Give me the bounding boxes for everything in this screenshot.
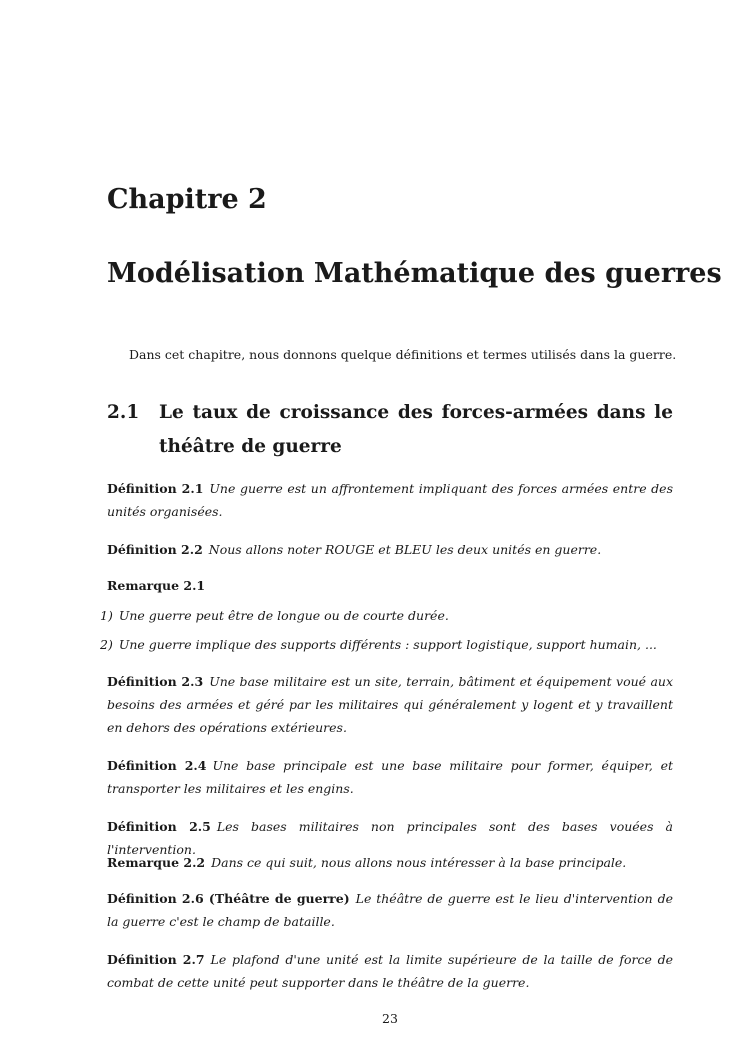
chapter-intro: Dans cet chapitre, nous donnons quelque définitions et termes utilisés dans la guerre. [129, 347, 677, 362]
definition-label: Définition 2.1 [107, 481, 204, 496]
definition-label: Définition 2.6 (Théâtre de guerre) [107, 891, 350, 906]
definition-label: Définition 2.2 [107, 542, 203, 557]
definition-text: Une guerre est un affrontement impliquant des forces armées entre des unités organisées. [107, 481, 673, 519]
list-item [100, 633, 657, 656]
definition-text: Une base principale est une base militaire pour former, équiper, et transporter les militaires et les engins. [107, 758, 673, 796]
list-item-number: 1) [100, 608, 113, 623]
remark-label: Remarque 2.2 [107, 855, 206, 870]
definition-text: Le plafond d'une unité est la limite supérieure de la taille de force de combat de cette unité peut supporter dans le théâtre de la guerre. [107, 952, 673, 990]
chapter-title: Modélisation Mathématique des guerres [107, 258, 722, 289]
definition-2-4 [107, 754, 673, 800]
definition-2-7 [107, 948, 673, 994]
page-number: 23 [382, 1011, 398, 1026]
definition-text: Une base militaire est un site, terrain, bâtiment et équipement voué aux besoins des armées et géré par les militaires qui généralement y logent et y travaillent en dehors des opérations extérieures. [107, 674, 674, 735]
definition-label: Définition 2.3 [107, 674, 204, 689]
remark-label: Remarque 2.1 [107, 578, 206, 593]
definition-text: Le théâtre de guerre est le lieu d'intervention de la guerre c'est le champ de bataille. [107, 891, 673, 929]
definition-2-3 [107, 670, 673, 739]
list-item-number: 2) [100, 637, 113, 652]
definition-label: Définition 2.4 [107, 758, 207, 773]
section-title: Le taux de croissance des forces-armées dans le théâtre de guerre [159, 402, 673, 457]
definition-text: Nous allons noter ROUGE et BLEU les deux unités en guerre. [208, 542, 602, 557]
definition-text: Les bases militaires non principales sont des bases vouées à l'intervention. [107, 819, 674, 857]
remark-text: Dans ce qui suit, nous allons nous intéresser à la base principale. [211, 855, 627, 870]
definition-2-2 [107, 538, 673, 561]
remark-2-1 [107, 574, 673, 597]
section-heading [107, 396, 673, 464]
definition-2-6 [107, 887, 673, 933]
section-number: 2.1 [107, 402, 140, 423]
list-item-text: Une guerre peut être de longue ou de courte durée. [118, 608, 449, 623]
chapter-label: Chapitre 2 [107, 184, 267, 215]
definition-label: Définition 2.5 [107, 819, 211, 834]
remark-2-2 [107, 851, 673, 874]
definition-2-1 [107, 477, 673, 523]
definition-label: Définition 2.7 [107, 952, 205, 967]
list-item-text: Une guerre implique des supports différents : support logistique, support humain, ... [118, 637, 657, 652]
list-item [100, 604, 449, 627]
